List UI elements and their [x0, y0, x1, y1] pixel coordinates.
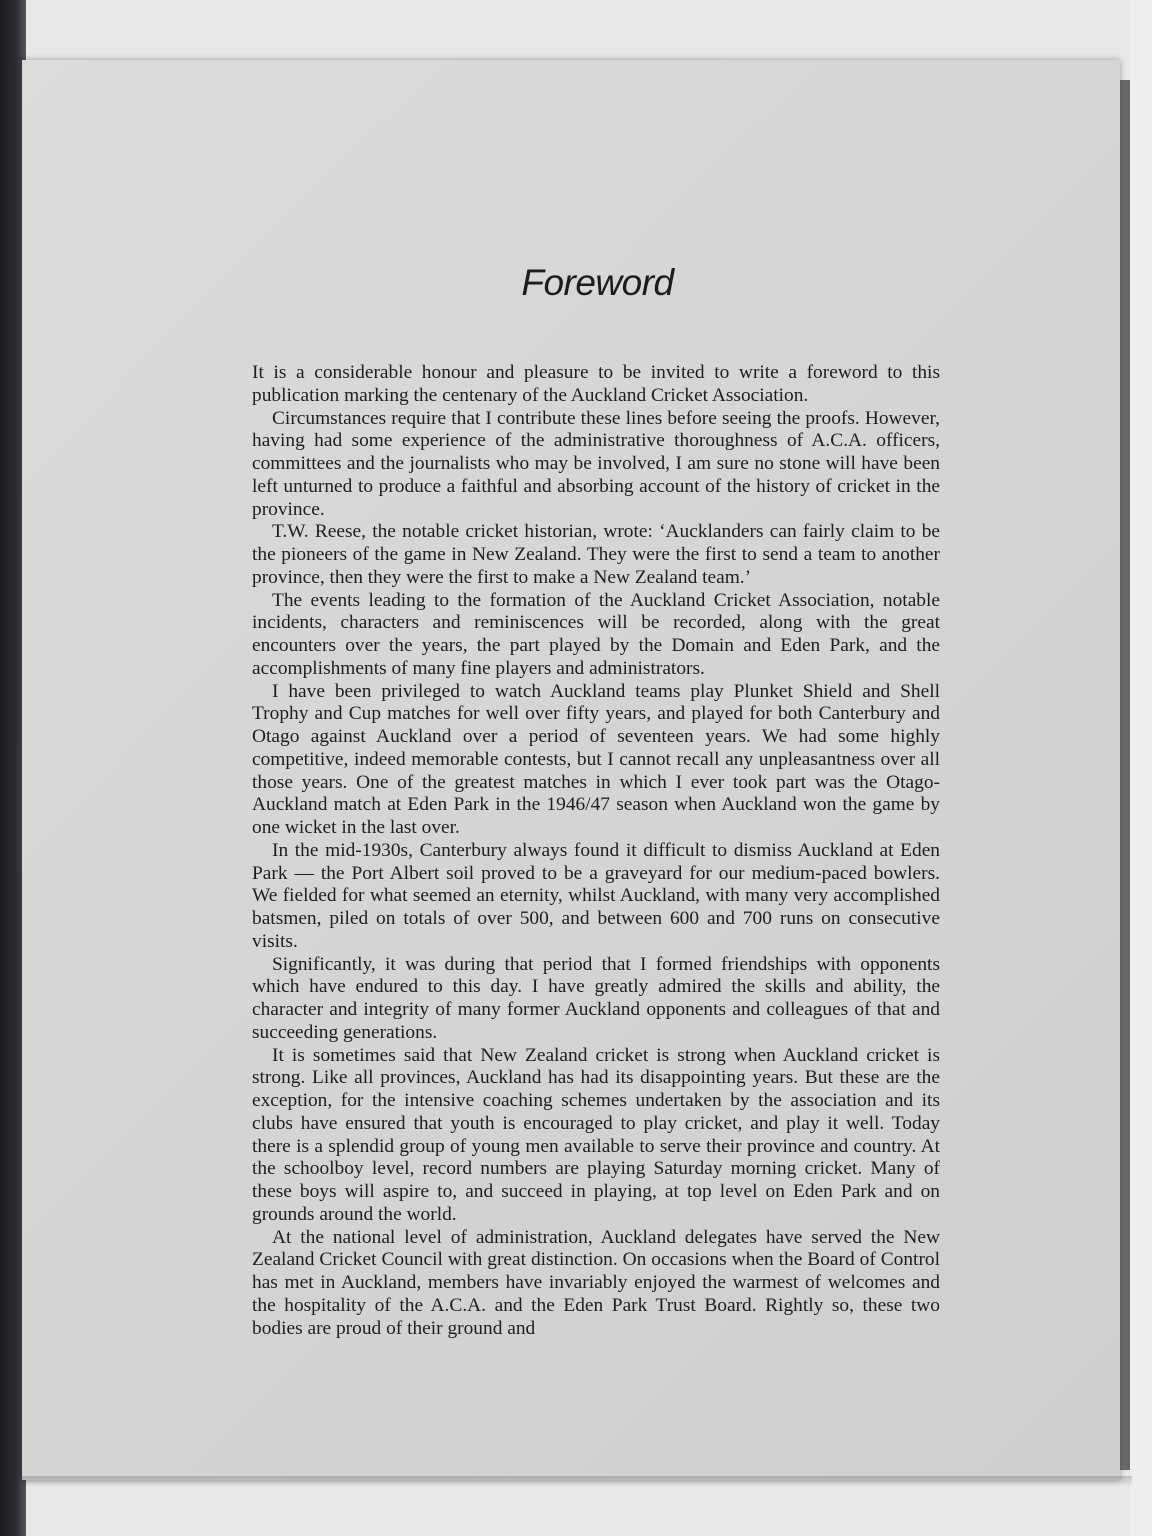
paragraph: Circumstances require that I contribute these lines before seeing the proofs. However, having had some experience of the administrative thoroughness of A.C.A. officers, committees and the journalists who may be involved, I am sure no stone will have been left unturned to produce a faithful and absorbing account of the history of cricket in the province.: [252, 407, 940, 520]
paragraph: Significantly, it was during that period that I formed friendships with opponents which have endured to this day. I have greatly admired the skills and ability, the character and integrity of many former Auckland opponents and colleagues of that and succeeding generations.: [252, 953, 940, 1043]
paragraph: At the national level of administration, Auckland delegates have served the New Zealand Cricket Council with great distinction. On occasions when the Board of Control has met in Auckland, members have invariably enjoyed the warmest of welcomes and the hospitality of the A.C.A. and the Eden Park Trust Board. Rightly so, these two bodies are proud of their ground and: [252, 1226, 940, 1339]
paragraph: It is sometimes said that New Zealand cricket is strong when Auckland cricket is strong. Like all provinces, Auckland has had its disappointing years. But these are the exception, for the intensive coaching schemes undertaken by the association and its clubs have ensured that youth is encouraged to play cricket, and play it well. Today there is a splendid group of young men available to serve their province and country. At the schoolboy level, record numbers are playing Saturday morning cricket. Many of these boys will aspire to, and succeed in playing, at top level on Eden Park and on grounds around the world.: [252, 1044, 940, 1225]
paragraph: It is a considerable honour and pleasure to be invited to write a foreword to this publication marking the centenary of the Auckland Cricket Association.: [252, 362, 940, 406]
paragraph: T.W. Reese, the notable cricket historian, wrote: ‘Aucklanders can fairly claim to be the pioneers of the game in New Zealand. They were the first to send a team to another province, then they were the first to make a New Zealand team.’: [252, 521, 940, 588]
page-title: Foreword: [521, 262, 674, 303]
backdrop: [1130, 0, 1152, 1536]
paragraph: I have been privileged to watch Auckland teams play Plunket Shield and Shell Trophy and Cup matches for well over fifty years, and played for both Canterbury and Otago against Auckland over a period of seventeen years. We had some highly competitive, indeed memorable contests, but I cannot recall any unpleasantness over all those years. One of the greatest matches in which I ever took part was the Otago-Auckland match at Eden Park in the 1946/47 season when Auckland won the game by one wicket in the last over.: [252, 680, 940, 838]
page-shadow: [22, 1476, 1132, 1486]
paragraph: In the mid-1930s, Canterbury always found it difficult to dismiss Auckland at Eden Park — the Port Albert soil proved to be a graveyard for our medium-paced bowlers. We fielded for what seemed an eternity, whilst Auckland, with many very accomplished batsmen, piled on totals of over 500, and between 600 and 700 runs on consecutive visits.: [252, 839, 940, 952]
paragraph: The events leading to the formation of the Auckland Cricket Association, notable incidents, characters and reminiscences will be recorded, along with the great encounters over the years, the part played by the Domain and Eden Park, and the accomplishments of many fine players and administrators.: [252, 589, 940, 679]
foreword-body: [252, 362, 940, 1340]
